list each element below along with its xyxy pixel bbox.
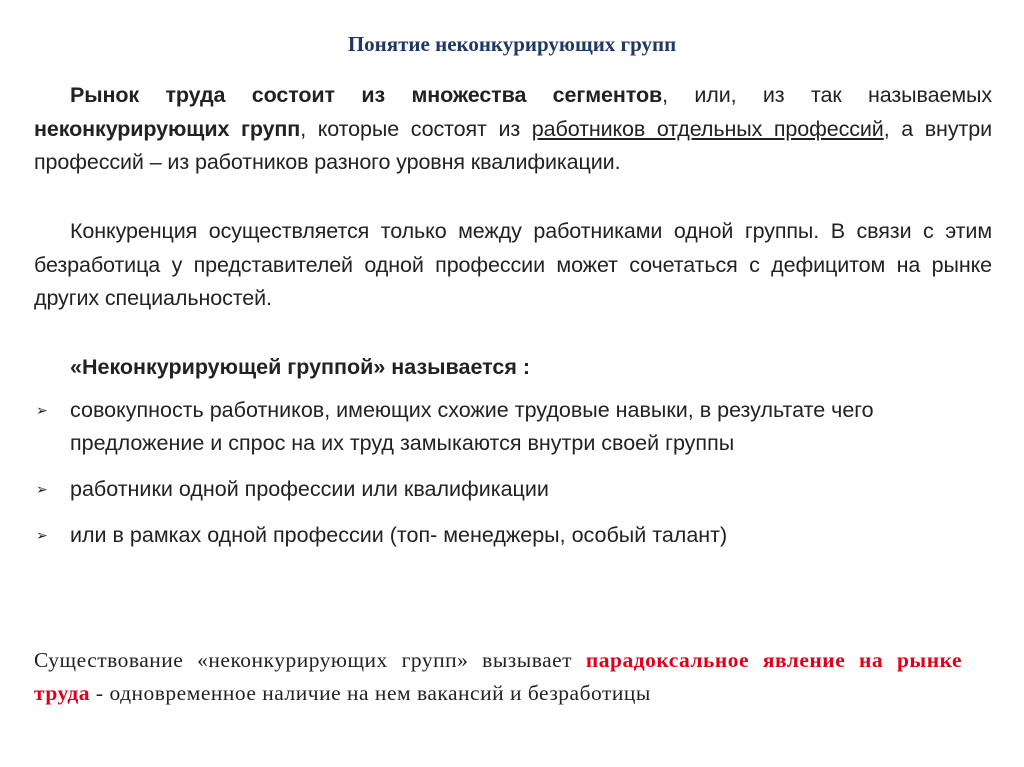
arrow-bullet-icon: ➢ <box>36 402 48 418</box>
slide-title: Понятие неконкурирующих групп <box>347 32 677 56</box>
list-item-text: работники одной профессии или квалификации <box>70 477 549 501</box>
highlighted-phrase-paradox: парадоксальное явление на рынке труда <box>34 648 962 705</box>
text-fragment: Существование «неконкурирующих групп» вызывает <box>34 648 586 672</box>
list-item <box>34 473 992 506</box>
paragraph-competition: Конкуренция осуществляется только между работниками одной группы. В связи с этим безработица у представителей одной профессии может сочетаться с дефицитом на рынке других специальностей. <box>34 219 992 310</box>
text-fragment: - одновременное наличие на нем вакансий и безработицы <box>90 681 651 705</box>
list-item <box>34 394 992 460</box>
definition-list <box>34 394 992 565</box>
paragraph-paradox <box>34 644 962 710</box>
list-item-text: совокупность работников, имеющих схожие трудовые навыки, в результате чего предложение и спрос на их труд замыкаются внутри своей группы <box>70 398 874 455</box>
list-item-text: или в рамках одной профессии (топ- менеджеры, особый талант) <box>70 523 728 547</box>
text-fragment: , или, из так называемых <box>662 83 993 107</box>
text-fragment: , которые состоят из <box>300 116 532 141</box>
arrow-bullet-icon: ➢ <box>36 481 48 497</box>
arrow-bullet-icon: ➢ <box>36 527 48 543</box>
text-fragment: , а внутри профессий – из работников разного уровня квалификации. <box>34 116 992 174</box>
bold-phrase-segments: Рынок труда состоит из множества сегментов <box>70 83 663 107</box>
list-item <box>34 519 992 552</box>
bold-phrase-groups: неконкурирующих групп <box>34 116 301 141</box>
definition-heading: «Неконкурирующей группой» называется : <box>70 355 530 379</box>
paragraph-labor-market <box>34 79 992 180</box>
underlined-phrase-workers: работников отдельных профессий <box>531 116 884 141</box>
